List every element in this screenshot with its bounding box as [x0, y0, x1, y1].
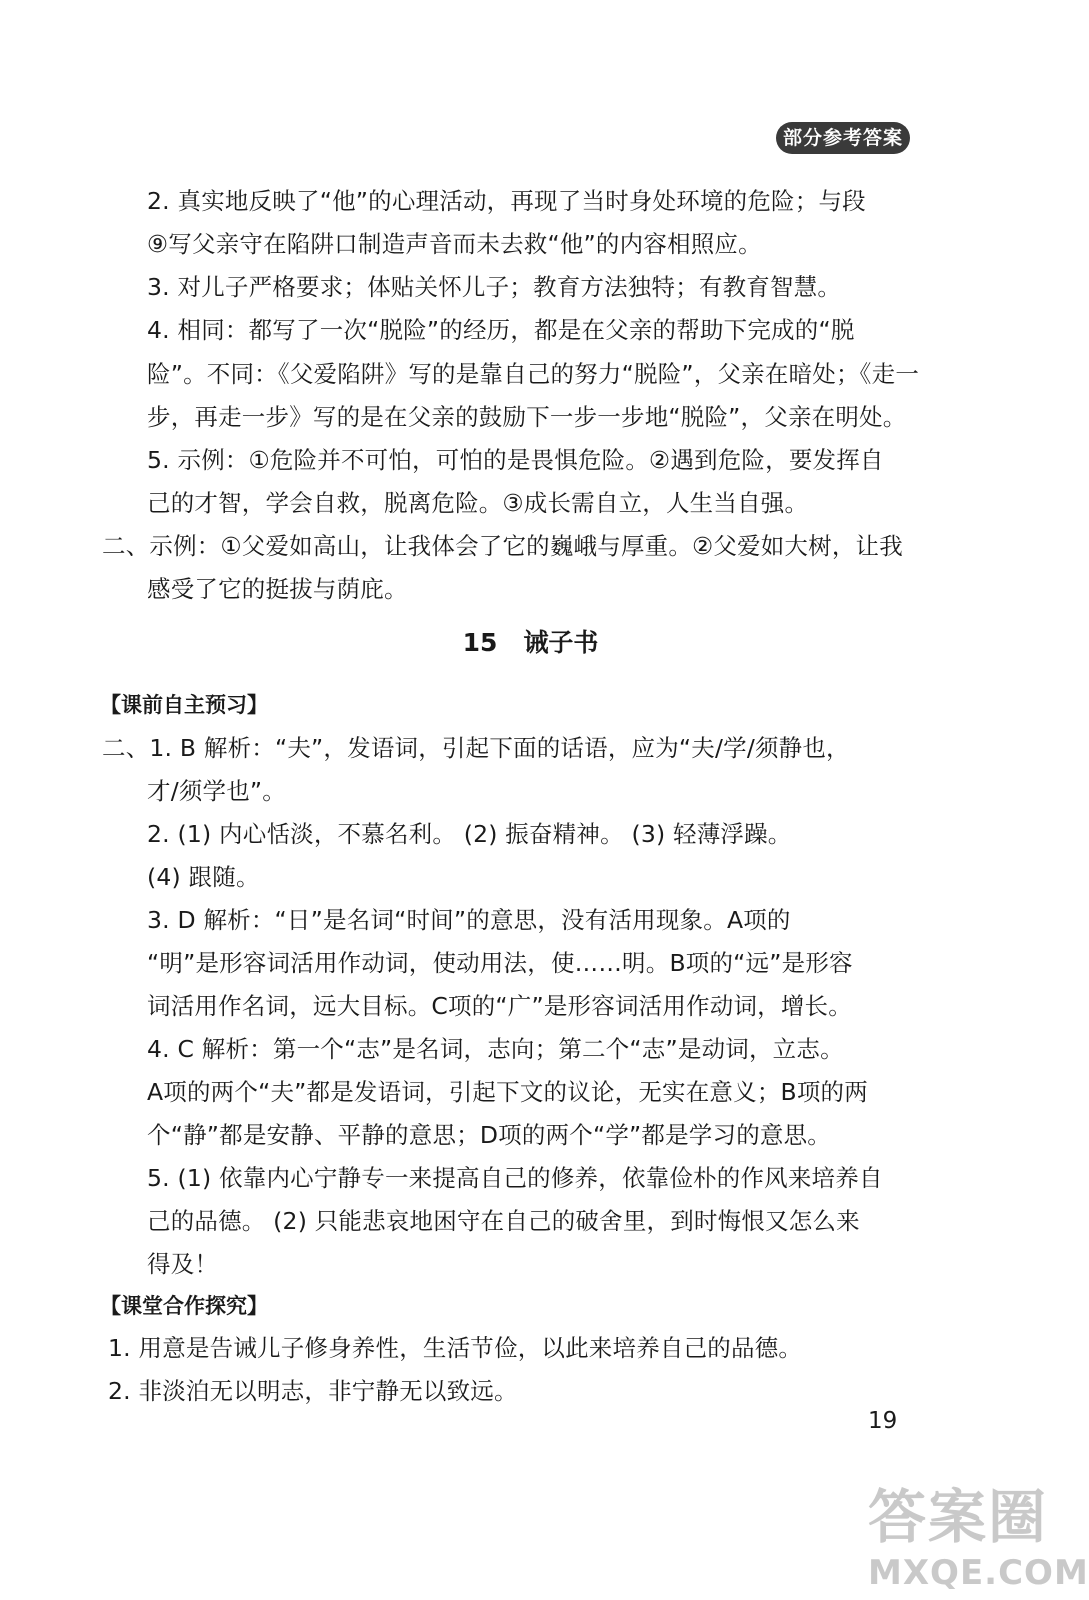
- answer-line: 5. 示例：①危险并不可怕，可怕的是畏惧危险。②遇到危险，要发挥自: [147, 446, 884, 474]
- answer-line: 2. (1) 内心恬淡，不慕名利。 (2) 振奋精神。 (3) 轻薄浮躁。: [147, 820, 792, 848]
- answer-line: 己的品德。 (2) 只能悲哀地困守在自己的破舍里，到时悔恨又怎么来: [147, 1207, 860, 1235]
- watermark-text: 答案圈: [868, 1483, 1049, 1551]
- answer-line: 3. 对儿子严格要求；体贴关怀儿子；教育方法独特；有教育智慧。: [147, 273, 842, 301]
- answer-line: 才/须学也”。: [147, 777, 286, 805]
- watermark-logo: [868, 1480, 1089, 1598]
- answer-line: 2. 非淡泊无以明志，非宁静无以致远。: [108, 1377, 518, 1405]
- section-heading-inquiry: 【课堂合作探究】: [100, 1294, 268, 1318]
- answer-line: 二、1. B 解析：“夫”，发语词，引起下面的话语，应为“夫/学/须静也，: [102, 734, 850, 762]
- answer-line: 感受了它的挺拔与荫庇。: [147, 575, 408, 603]
- lesson-name: 诫子书: [523, 628, 599, 657]
- answer-line: 个“静”都是安静、平静的意思；D项的两个“学”都是学习的意思。: [147, 1121, 831, 1149]
- answer-line: 3. D 解析：“日”是名词“时间”的意思，没有活用现象。A项的: [147, 906, 791, 934]
- answer-line: 2. 真实地反映了“他”的心理活动，再现了当时身处环境的危险；与段: [147, 187, 866, 215]
- answer-line: 己的才智，学会自救，脱离危险。③成长需自立，人生当自强。: [147, 489, 809, 517]
- answer-line: “明”是形容词活用作动词，使动用法，使……明。B项的“远”是形容: [147, 949, 853, 977]
- answer-line: A项的两个“夫”都是发语词，引起下文的议论，无实在意义；B项的两: [147, 1078, 868, 1106]
- answer-line: ⑨写父亲守在陷阱口制造声音而未去救“他”的内容相照应。: [147, 230, 762, 258]
- answer-line: 词活用作名词，远大目标。C项的“广”是形容词活用作动词，增长。: [147, 992, 852, 1020]
- watermark-url: MXQE.COM: [868, 1553, 1089, 1593]
- answer-line: 1. 用意是告诫儿子修身养性，生活节俭，以此来培养自己的品德。: [108, 1334, 803, 1362]
- page-number: 19: [868, 1408, 898, 1434]
- section-badge: 部分参考答案: [776, 122, 910, 154]
- answer-line: 二、示例：①父爱如高山，让我体会了它的巍峨与厚重。②父爱如大树，让我: [102, 532, 903, 560]
- lesson-number: 15: [462, 628, 498, 657]
- answer-line: 步，再走一步》写的是在父亲的鼓励下一步一步地“脱险”，父亲在明处。: [147, 403, 907, 431]
- answer-line: 5. (1) 依靠内心宁静专一来提高自己的修养，依靠俭朴的作风来培养自: [147, 1164, 883, 1192]
- answer-line: 4. C 解析：第一个“志”是名词，志向；第二个“志”是动词，立志。: [147, 1035, 844, 1063]
- section-heading-preview: 【课前自主预习】: [100, 693, 268, 717]
- answer-line: 4. 相同：都写了一次“脱险”的经历，都是在父亲的帮助下完成的“脱: [147, 316, 855, 344]
- answer-line: (4) 跟随。: [147, 863, 260, 891]
- lesson-title: [0, 626, 1061, 660]
- answer-line: 得及！: [147, 1250, 219, 1278]
- answer-line: 险”。不同：《父爱陷阱》写的是靠自己的努力“脱险”，父亲在暗处；《走一: [147, 360, 920, 388]
